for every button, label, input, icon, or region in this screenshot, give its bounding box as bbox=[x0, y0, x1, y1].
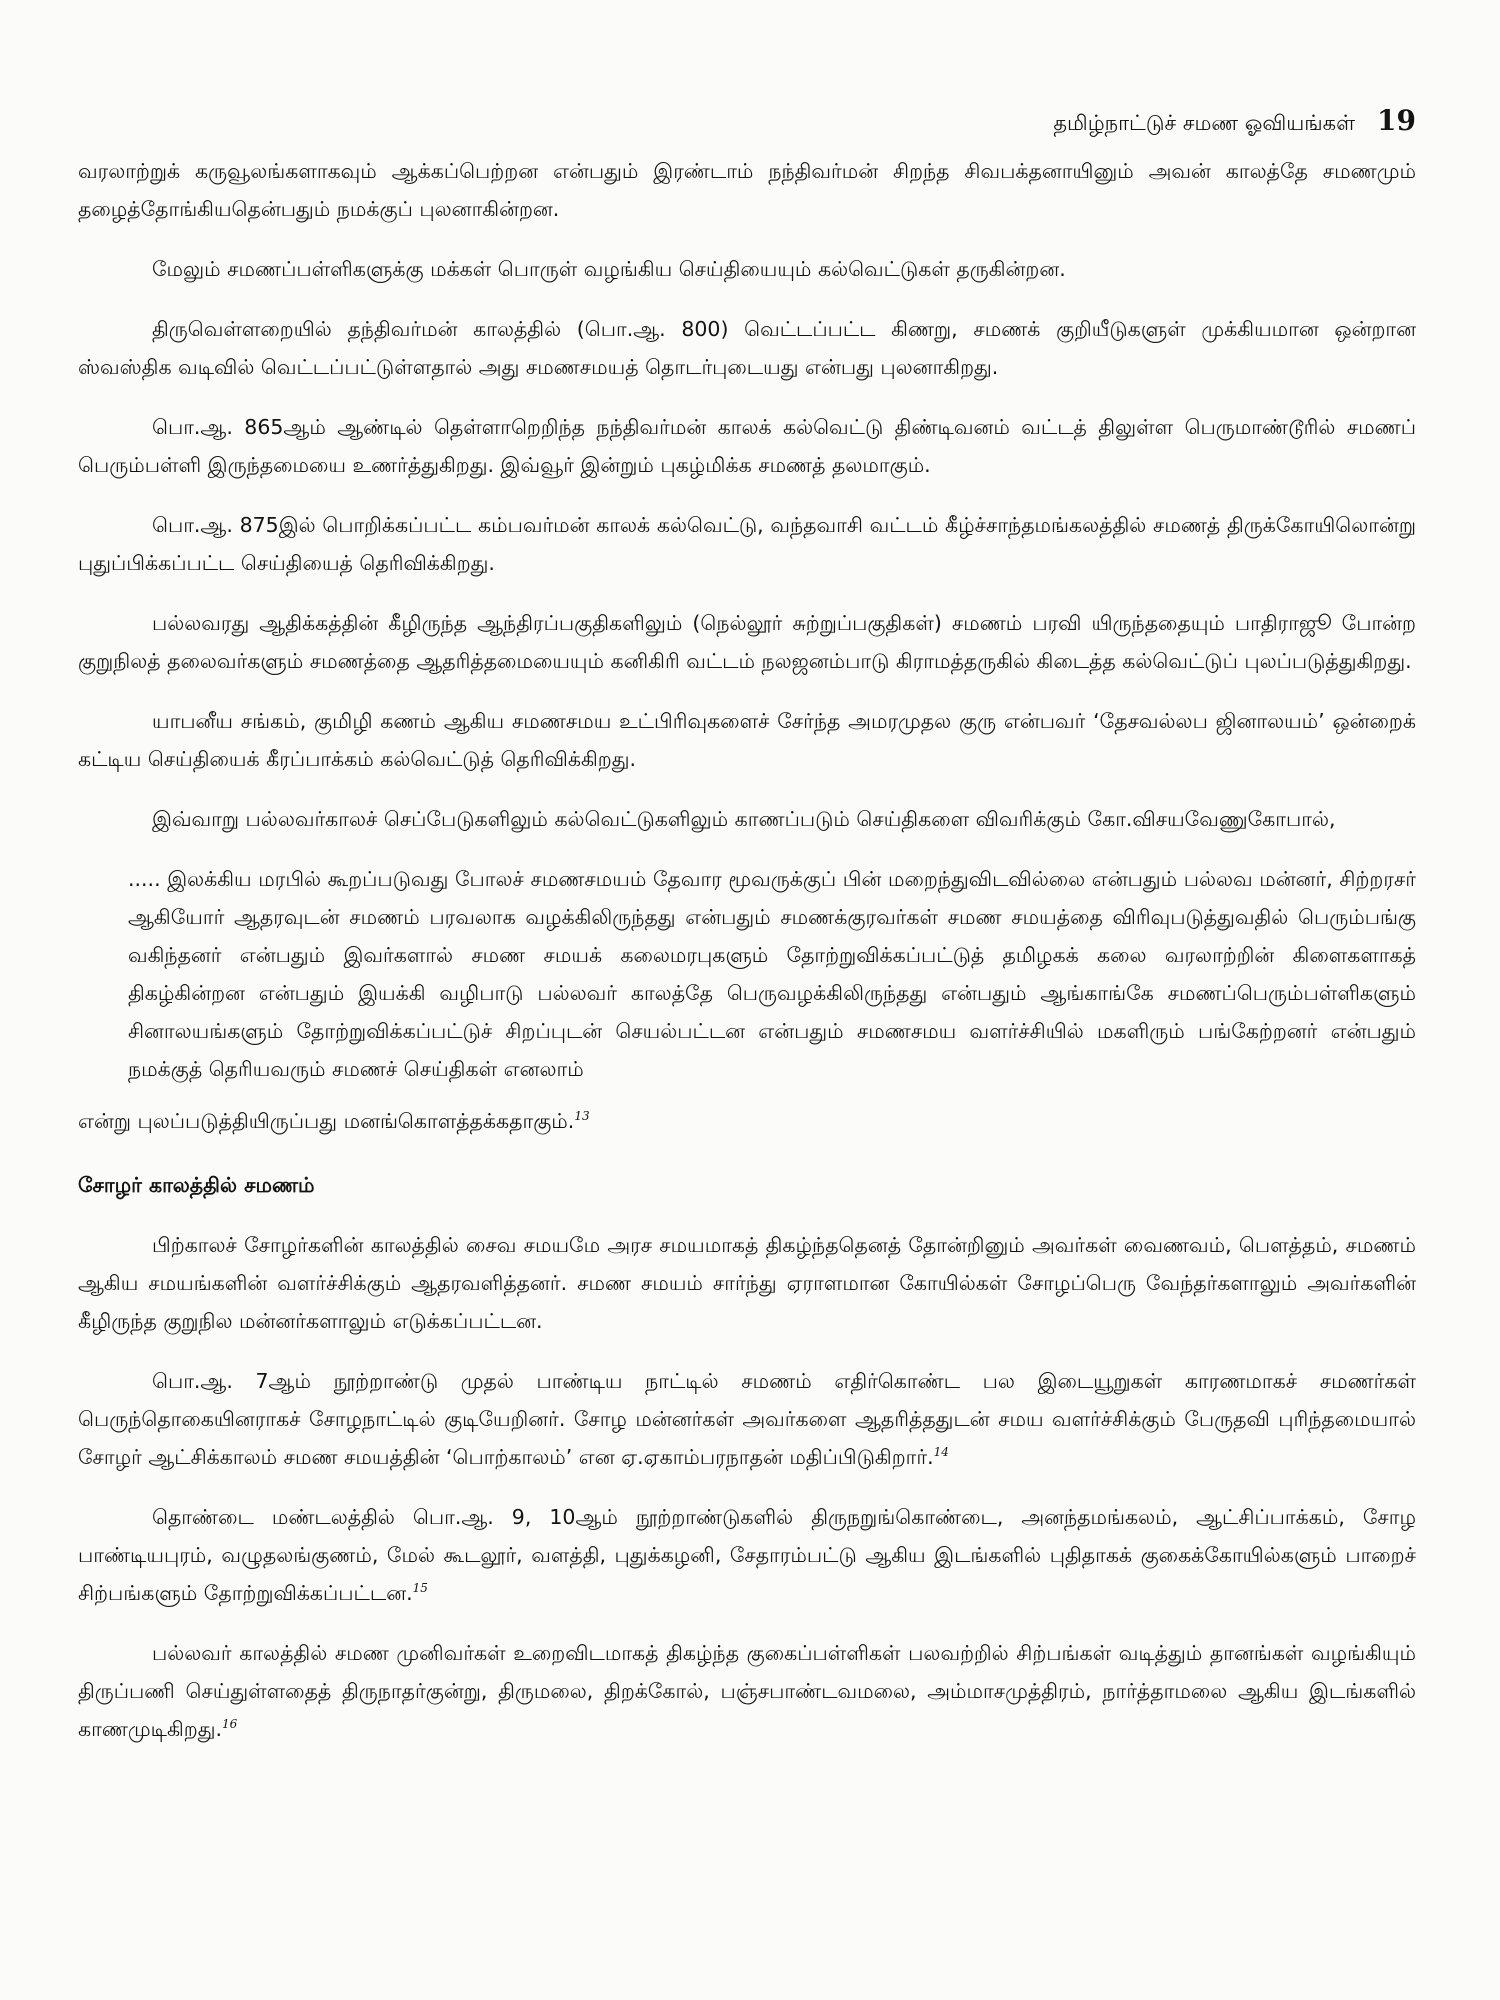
footnote-marker: 13 bbox=[574, 1109, 590, 1124]
paragraph bbox=[78, 1102, 1416, 1140]
paragraph-text: தொண்டை மண்டலத்தில் பொ.ஆ. 9, 10ஆம் நூற்றாண்டுகளில் திருநறுங்கொண்டை, அனந்தமங்கலம், ஆட்சிப்பாக்கம், சோழ பாண்டியபுரம், வழுதலங்குணம், மேல் கூடலூர், வளத்தி, புதுக்கழனி, சேதாரம்பட்டு ஆகிய இடங்களில் புதிதாகக் குகைக்கோயில்களும் பாறைச் சிற்பங்களும் தோற்றுவிக்கப்பட்டன. bbox=[78, 1505, 1416, 1605]
paragraph-text: என்று புலப்படுத்தியிருப்பது மனங்கொளத்தக்கதாகும். bbox=[78, 1109, 575, 1133]
paragraph-text: பொ.ஆ. 7ஆம் நூற்றாண்டு முதல் பாண்டிய நாட்டில் சமணம் எதிர்கொண்ட பல இடையூறுகள் காரணமாகச் சமணர்கள் பெருந்தொகையினராகச் சோழநாட்டில் குடியேறினர். சோழ மன்னர்கள் அவர்களை ஆதரித்ததுடன் சமய வளர்ச்சிக்கும் பேருதவி புரிந்தமையால் சோழர் ஆட்சிக்காலம் சமண சமயத்தின் ‘பொற்காலம்’ என ஏ.ஏகாம்பரநாதன் மதிப்பிடுகிறார். bbox=[78, 1369, 1416, 1469]
footnote-marker: 14 bbox=[933, 1445, 949, 1460]
paragraph: திருவெள்ளறையில் தந்திவர்மன் காலத்தில் (பொ.ஆ. 800) வெட்டப்பட்ட கிணறு, சமணக் குறியீடுகளுள் முக்கியமான ஒன்றான ஸ்வஸ்திக வடிவில் வெட்டப்பட்டுள்ளதால் அது சமணசமயத் தொடர்புடையது என்பது புலனாகிறது. bbox=[78, 317, 1416, 379]
paragraph-text: பல்லவர் காலத்தில் சமண முனிவர்கள் உறைவிடமாகத் திகழ்ந்த குகைப்பள்ளிகள் பலவற்றில் சிற்பங்கள் வடித்தும் தானங்கள் வழங்கியும் திருப்பணி செய்துள்ளதைத் திருநாதர்குன்று, திருமலை, திறக்கோல், பஞ்சபாண்டவமலை, அம்மாசமுத்திரம், நார்த்தாமலை ஆகிய இடங்களில் காணமுடிகிறது. bbox=[78, 1641, 1416, 1741]
footnote-marker: 15 bbox=[412, 1581, 428, 1596]
paragraph: மேலும் சமணப்பள்ளிகளுக்கு மக்கள் பொருள் வழங்கிய செய்தியையும் கல்வெட்டுகள் தருகின்றன. bbox=[152, 257, 1066, 281]
paragraph: பல்லவரது ஆதிக்கத்தின் கீழிருந்த ஆந்திரப்பகுதிகளிலும் (நெல்லூர் சுற்றுப்பகுதிகள்) சமணம் பரவி யிருந்ததையும் பாதிராஜூ போன்ற குறுநிலத் தலைவர்களும் சமணத்தை ஆதரித்தமையையும் கனிகிரி வட்டம் நலஜனம்பாடு கிராமத்தருகில் கிடைத்த கல்வெட்டுப் புலப்படுத்துகிறது. bbox=[78, 611, 1416, 673]
paragraph bbox=[78, 1362, 1416, 1476]
paragraph: இவ்வாறு பல்லவர்காலச் செப்பேடுகளிலும் கல்வெட்டுகளிலும் காணப்படும் செய்திகளை விவரிக்கும் கோ.விசயவேணுகோபால், bbox=[152, 807, 1336, 831]
paragraph: பிற்காலச் சோழர்களின் காலத்தில் சைவ சமயமே அரச சமயமாகத் திகழ்ந்ததெனத் தோன்றினும் அவர்கள் வைணவம், பௌத்தம், சமணம் ஆகிய சமயங்களின் வளர்ச்சிக்கும் ஆதரவளித்தனர். சமண சமயம் சார்ந்து ஏராளமான கோயில்கள் சோழப்பெரு வேந்தர்களாலும் அவர்களின் கீழிருந்த குறுநில மன்னர்களாலும் எடுக்கப்பட்டன. bbox=[78, 1233, 1416, 1333]
paragraph: பொ.ஆ. 865ஆம் ஆண்டில் தெள்ளாறெறிந்த நந்திவர்மன் காலக் கல்வெட்டு திண்டிவனம் வட்டத் திலுள்ள பெருமாண்டூரில் சமணப் பெரும்பள்ளி இருந்தமையை உணர்த்துகிறது. இவ்வூர் இன்றும் புகழ்மிக்க சமணத் தலமாகும். bbox=[78, 415, 1416, 477]
paragraph bbox=[78, 1634, 1416, 1748]
paragraph: வரலாற்றுக் கருவூலங்களாகவும் ஆக்கப்பெற்றன என்பதும் இரண்டாம் நந்திவர்மன் சிறந்த சிவபக்தனாயினும் அவன் காலத்தே சமணமும் தழைத்தோங்கியதென்பதும் நமக்குப் புலனாகின்றன. bbox=[78, 159, 1416, 221]
running-header bbox=[1053, 104, 1416, 138]
section-heading: சோழர் காலத்தில் சமணம் bbox=[78, 1173, 315, 1197]
header-title: தமிழ்நாட்டுச் சமண ஓவியங்கள் bbox=[1053, 111, 1356, 135]
body-text bbox=[78, 152, 1416, 1770]
paragraph bbox=[78, 1498, 1416, 1612]
paragraph: பொ.ஆ. 875இல் பொறிக்கப்பட்ட கம்பவர்மன் காலக் கல்வெட்டு, வந்தவாசி வட்டம் கீழ்ச்சாந்தமங்கலத்தில் சமணத் திருக்கோயிலொன்று புதுப்பிக்கப்பட்ட செய்தியைத் தெரிவிக்கிறது. bbox=[78, 513, 1416, 575]
block-quote: ..... இலக்கிய மரபில் கூறப்படுவது போலச் சமணசமயம் தேவார மூவருக்குப் பின் மறைந்துவிடவில்லை என்பதும் பல்லவ மன்னர், சிற்றரசர் ஆகியோர் ஆதரவுடன் சமணம் பரவலாக வழக்கிலிருந்தது என்பதும் சமணக்குரவர்கள் சமண சமயத்தை விரிவுபடுத்துவதில் பெரும்பங்கு வகிந்தனர் என்பதும் இவர்களால் சமண சமயக் கலைமரபுகளும் தோற்றுவிக்கப்பட்டுத் தமிழகக் கலை வரலாற்றின் கிளைகளாகத் திகழ்கின்றன என்பதும் இயக்கி வழிபாடு பல்லவர் காலத்தே பெருவழக்கிலிருந்தது என்பதும் ஆங்காங்கே சமணப்பெரும்பள்ளிகளும் சினாலயங்களும் தோற்றுவிக்கப்பட்டுச் சிறப்புடன் செயல்பட்டன என்பதும் சமணசமய வளர்ச்சியில் மகளிரும் பங்கேற்றனர் என்பதும் நமக்குத் தெரியவரும் சமணச் செய்திகள் எனலாம் bbox=[128, 867, 1416, 1081]
page-number: 19 bbox=[1377, 104, 1416, 137]
footnote-marker: 16 bbox=[222, 1717, 238, 1732]
paragraph: யாபனீய சங்கம், குமிழி கணம் ஆகிய சமணசமய உட்பிரிவுகளைச் சேர்ந்த அமரமுதல குரு என்பவர் ‘தேசவல்லப ஜினாலயம்’ ஒன்றைக் கட்டிய செய்தியைக் கீரப்பாக்கம் கல்வெட்டுத் தெரிவிக்கிறது. bbox=[78, 709, 1416, 771]
